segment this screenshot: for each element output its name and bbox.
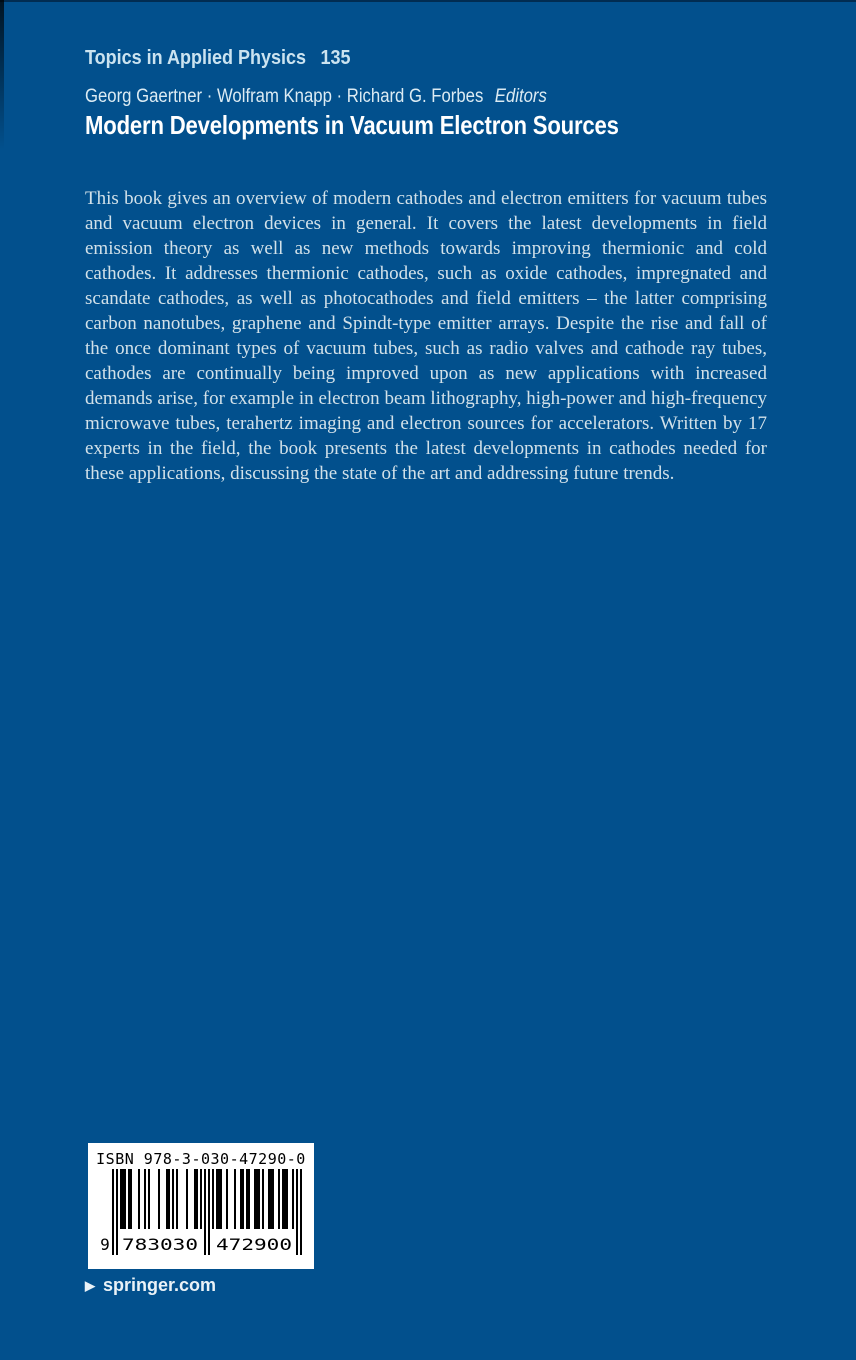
- play-triangle-icon: ▶: [85, 1278, 95, 1293]
- ean13-barcode: [98, 1169, 304, 1257]
- publisher-footer: [85, 1275, 216, 1296]
- svg-text:472900: 472900: [216, 1235, 292, 1254]
- series-name: Topics in Applied Physics: [85, 47, 307, 69]
- editors-line: [85, 86, 547, 108]
- series-volume: 135: [320, 47, 351, 69]
- book-title: Modern Developments in Vacuum Electron Sources: [85, 110, 619, 140]
- editor-names: Georg Gaertner · Wolfram Knapp · Richard G. Forbes: [85, 86, 484, 107]
- edge-shadow-corner: [0, 0, 4, 150]
- series-title: [85, 47, 350, 70]
- isbn-barcode-block: [88, 1143, 314, 1269]
- book-description: This book gives an overview of modern cathodes and electron emitters for vacuum tubes and vacuum electron devices in general. It covers the latest developments in field emission theory as well as new methods towards improving thermionic and cold cathodes. It addresses thermionic cathodes, such as oxide cathodes, impregnated and scandate cathodes, as well as photocathodes and field emitters – the latter comprising carbon nanotubes, graphene and Spindt-type emitter arrays. Despite the rise and fall of the once dominant types of vacuum tubes, such as radio valves and cathode ray tubes, cathodes are continually being improved upon as new applications with increased demands arise, for example in electron beam lithography, high-power and high-frequency microwave tubes, terahertz imaging and electron sources for accelerators. Written by 17 experts in the field, the book presents the latest developments in cathodes needed for these applications, discussing the state of the art and addressing future trends.: [85, 188, 767, 484]
- edge-shadow-top: [0, 0, 856, 2]
- isbn-number: ISBN 978-3-030-47290-0: [96, 1150, 306, 1168]
- editors-role-label: Editors: [494, 86, 547, 107]
- publisher-url: springer.com: [103, 1275, 217, 1295]
- svg-text:9: 9: [100, 1235, 110, 1254]
- svg-text:783030: 783030: [122, 1235, 198, 1254]
